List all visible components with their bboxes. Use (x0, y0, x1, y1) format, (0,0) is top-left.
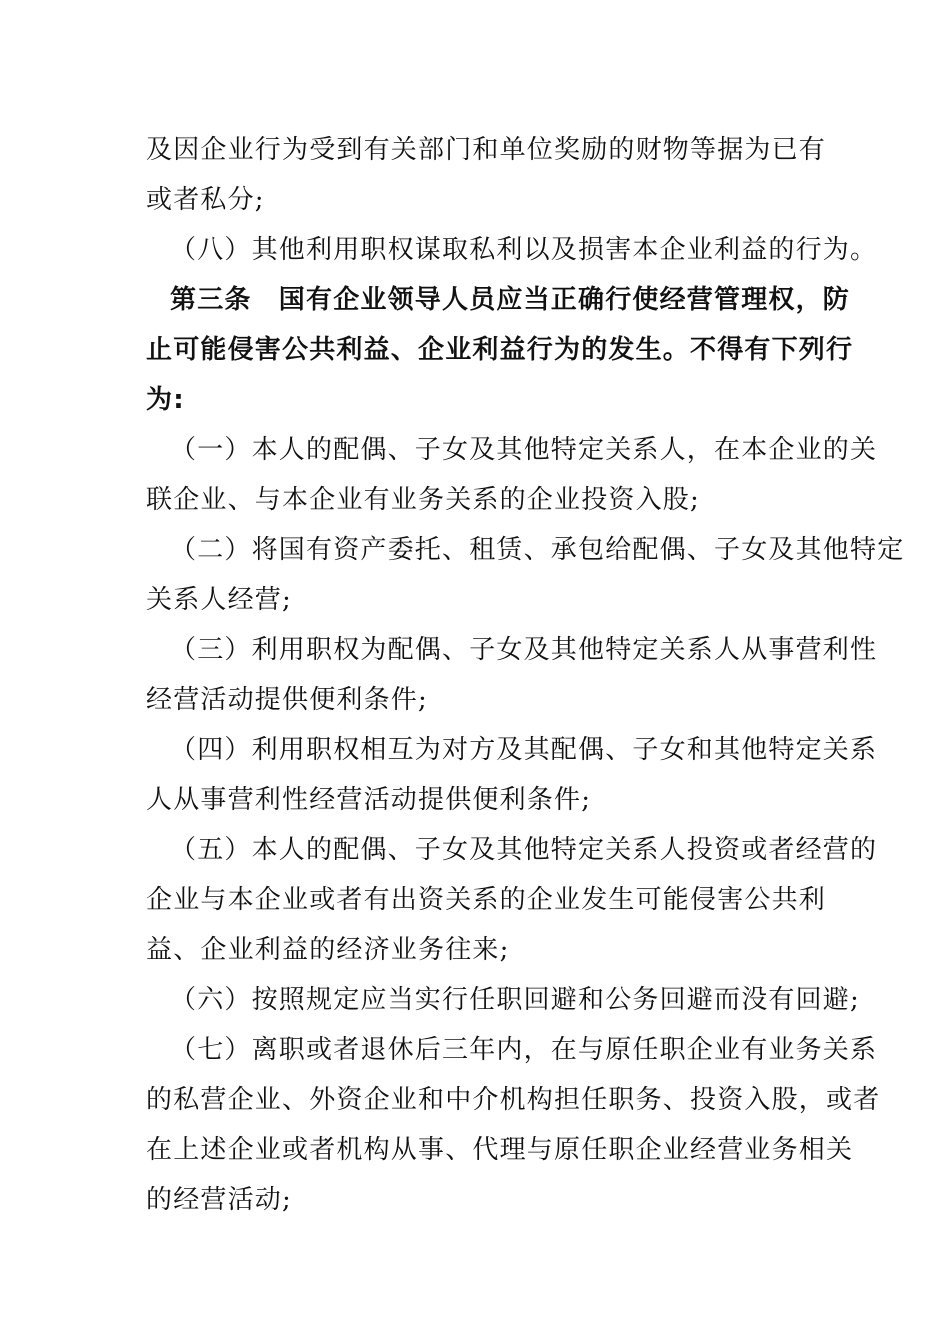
text-line: （七）离职或者退休后三年内，在与原任职企业有业务关系 (170, 1035, 878, 1065)
text-line: （八）其他利用职权谋取私利以及损害本企业利益的行为。 (170, 235, 878, 265)
text-line: 及因企业行为受到有关部门和单位奖励的财物等据为已有 (146, 135, 827, 165)
text-line: （三）利用职权为配偶、子女及其他特定关系人从事营利性 (170, 635, 878, 665)
text-line: 的经营活动; (146, 1185, 292, 1215)
text-line: （二）将国有资产委托、租赁、承包给配偶、子女及其他特定 (170, 535, 905, 565)
text-line: 联企业、与本企业有业务关系的企业投资入股; (146, 485, 700, 515)
text-line: 在上述企业或者机构从事、代理与原任职企业经营业务相关 (146, 1135, 854, 1165)
text-line: （一）本人的配偶、子女及其他特定关系人，在本企业的关 (170, 435, 878, 465)
article-heading-line: 为: (146, 385, 185, 415)
text-line: 企业与本企业或者有出资关系的企业发生可能侵害公共利 (146, 885, 827, 915)
article-heading-line: 第三条 国有企业领导人员应当正确行使经营管理权，防 (170, 285, 851, 315)
article-heading-line: 止可能侵害公共利益、企业利益行为的发生。不得有下列行 (146, 335, 854, 365)
text-line: （五）本人的配偶、子女及其他特定关系人投资或者经营的 (170, 835, 878, 865)
text-line: 的私营企业、外资企业和中介机构担任职务、投资入股，或者 (146, 1085, 881, 1115)
text-line: （四）利用职权相互为对方及其配偶、子女和其他特定关系 (170, 735, 878, 765)
text-line: 关系人经营; (146, 585, 292, 615)
text-line: 或者私分; (146, 185, 265, 215)
text-line: （六）按照规定应当实行任职回避和公务回避而没有回避; (170, 985, 860, 1015)
text-line: 经营活动提供便利条件; (146, 685, 428, 715)
text-line: 人从事营利性经营活动提供便利条件; (146, 785, 592, 815)
text-line: 益、企业利益的经济业务往来; (146, 935, 510, 965)
